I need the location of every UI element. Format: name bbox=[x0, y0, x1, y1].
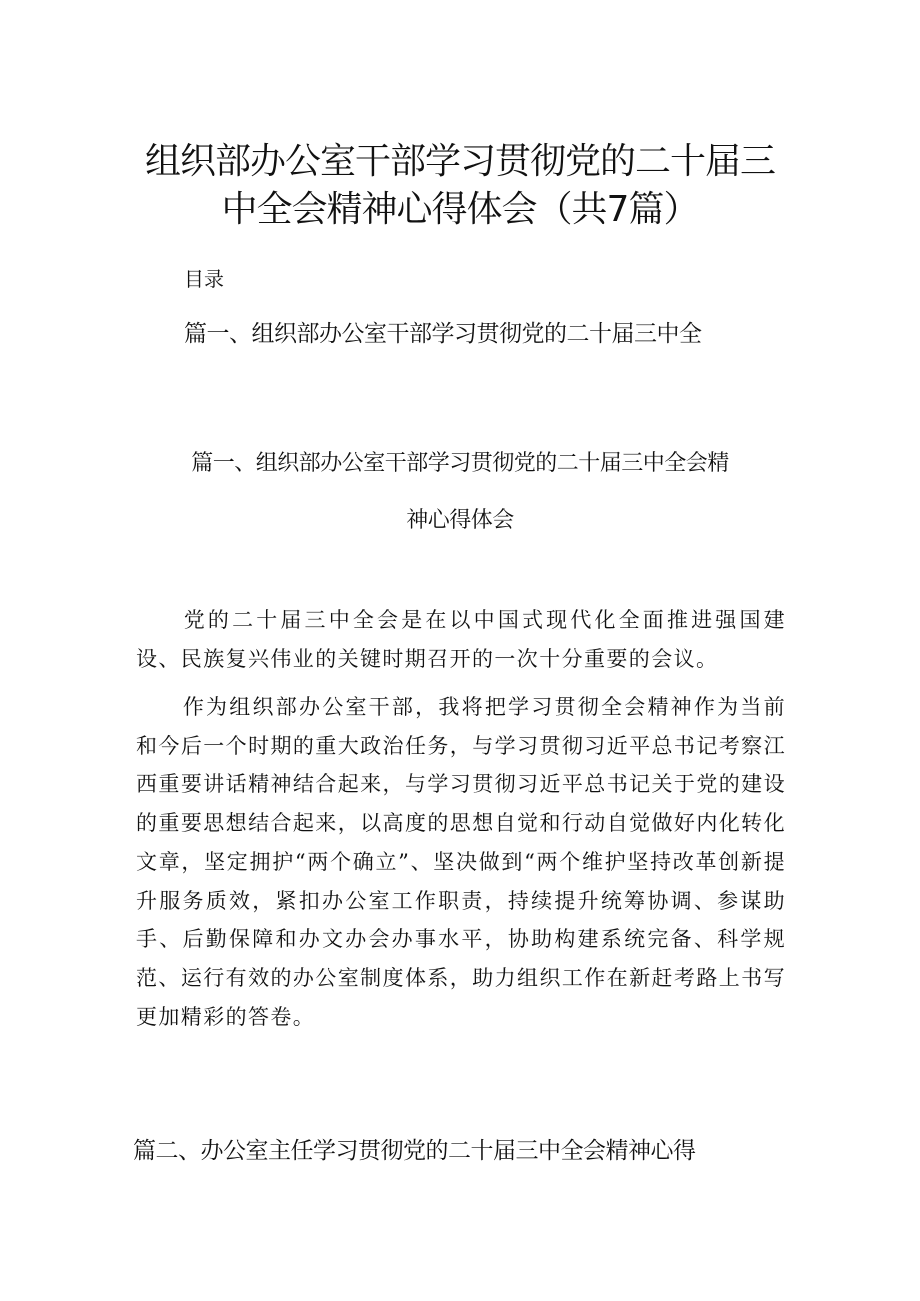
body-paragraph bbox=[136, 601, 786, 678]
body-paragraph bbox=[136, 688, 786, 1036]
toc-label: 目录 bbox=[184, 267, 224, 291]
body-paragraph-text: 作为组织部办公室干部，我将把学习贯彻全会精神作为当前和今后一个时期的重大政治任务，与学习贯彻习近平总书记考察江西重要讲话精神结合起来，与学习贯彻习近平总书记关于党的建设的重要思想结合起来，以高度的思想自觉和行动自觉做好内化转化文章，坚定拥护“两个确立”、坚决做到“两个维护坚持改革创新提升服务质效，紧扣办公室工作职责，持续提升统筹协调、参谋助手、后勤保障和办文办会办事水平，协助构建系统完备、科学规范、运行有效的办公室制度体系，助力组织工作在新赶考路上书写更加精彩的答卷。 bbox=[136, 695, 786, 1029]
document-title-line-1: 组织部办公室干部学习贯彻党的二十届三 bbox=[144, 141, 775, 182]
section-2-heading: 篇二、办公室主任学习贯彻党的二十届三中全会精神心得 bbox=[133, 1138, 696, 1164]
toc-item[interactable]: 篇一、组织部办公室干部学习贯彻党的二十届三中全 bbox=[184, 321, 702, 347]
section-1-heading-line-2: 神心得体会 bbox=[406, 508, 514, 533]
document-title-line-2: 中全会精神心得体会（共7篇） bbox=[221, 189, 699, 230]
body-paragraph-text: 党的二十届三中全会是在以中国式现代化全面推进强国建设、民族复兴伟业的关键时期召开的一次十分重要的会议。 bbox=[136, 608, 786, 671]
section-1-heading-line-1: 篇一、组织部办公室干部学习贯彻党的二十届三中全会精 bbox=[191, 451, 729, 476]
